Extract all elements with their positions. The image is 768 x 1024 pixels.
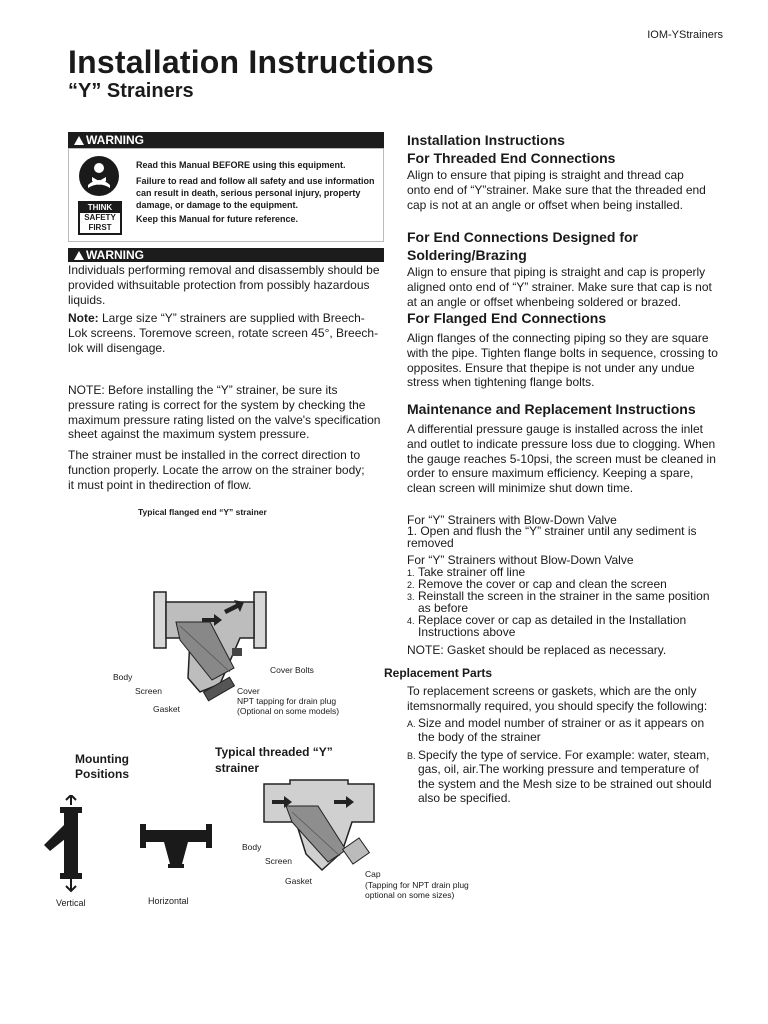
badge-line-2: SAFETY [84, 213, 116, 222]
heading-installation [407, 131, 727, 167]
think-safety-badge [78, 201, 122, 235]
warning-label: WARNING [86, 133, 144, 147]
step-text: Remove the cover or cap and clean the screen [418, 577, 667, 591]
step-number: 3. [407, 592, 415, 602]
step-text: Take strainer off line [418, 565, 526, 579]
mounting-title-line-1: Mounting [75, 752, 129, 766]
step-number: 1. [407, 568, 415, 578]
warning-line-2: Failure to read and follow all safety and use information can result in death, serious personal injury, property damage, or damage to the equipment. [136, 176, 375, 210]
fig2-caption-line-1: Typical threaded “Y” [215, 745, 333, 759]
heading-flanged: For Flanged End Connections [407, 310, 607, 326]
part-item-b [407, 748, 717, 806]
fig2-label-screen: Screen [265, 856, 292, 866]
fig1-label-cover: Cover [237, 686, 260, 696]
warning-header [68, 132, 384, 148]
read-manual-icon [78, 155, 120, 197]
badge-line-1: THINK [80, 203, 120, 213]
horizontal-label: Horizontal [148, 896, 189, 906]
para-replacement: To replacement screens or gaskets, which are the only itemsnormally required, you should specify the following: [407, 684, 708, 713]
page-title: Installation Instructions [68, 44, 434, 80]
step-text: Reinstall the screen in the strainer in the same position as before [418, 589, 710, 615]
warning-line-1: Read this Manual BEFORE using this equipment. [136, 160, 346, 170]
para-maintenance: A differential pressure gauge is installed across the inlet and outlet to indicate pressure loss due to clogging. When the gauge reaches 5-10psi, the screen must be cleaned in order to ensure maximum efficiency. Keeping a spare, clean screen will minimize shut down time. [407, 422, 716, 496]
blowdown-with-step: 1. Open and flush the “Y” strainer until any sediment is removed [407, 524, 697, 550]
blowdown-without-heading: For “Y” Strainers without Blow-Down Valve [407, 553, 634, 567]
part-text: Specify the type of service. For example: water, steam, gas, oil, air.The working pressure and temperature of the system and the Mesh size to be strained out should also be specified. [418, 747, 712, 806]
note-flow-direction: The strainer must be installed in the correct direction to function properly. Locate the arrow on the strainer body; it must point in thedirection of flow. [68, 448, 365, 492]
para-threaded: Align to ensure that piping is straight and thread cap onto end of “Y”strainer. Make sure that the threaded end cap is not at an angle or offset when being installed. [407, 168, 706, 212]
warning-box [68, 148, 384, 242]
heading-soldering: For End Connections Designed for Soldering/Brazing [407, 229, 639, 263]
note-gasket: NOTE: Gasket should be replaced as necessary. [407, 643, 667, 657]
warning-label-2: WARNING [86, 248, 144, 262]
fig1-label-optional: (Optional on some models) [237, 706, 340, 716]
heading-replacement-parts: Replacement Parts [384, 666, 493, 680]
figure-1-caption: Typical flanged end “Y” strainer [138, 507, 267, 517]
para-soldering: Align to ensure that piping is straight and cap is properly aligned onto end of “Y” strainer. Make sure that cap is not at an angle or offset whenbeing soldered or brazed. [407, 265, 712, 309]
part-letter: B. [407, 750, 416, 761]
blowdown-with-heading: For “Y” Strainers with Blow-Down Valve [407, 513, 617, 527]
horizontal-mount-icon [140, 824, 212, 870]
note-breech-lok [68, 311, 384, 355]
fig1-label-cover-bolts: Cover Bolts [270, 665, 314, 675]
heading-installation-line-2: For Threaded End Connections [407, 150, 616, 166]
step-number: 4. [407, 616, 415, 626]
part-item-a [407, 716, 717, 745]
note-pressure-rating: NOTE: Before installing the “Y” strainer, be sure its pressure rating is correct for the system by checking the maximum pressure rating listed on the valve's specification sheet against the maximum system pressure. [68, 383, 381, 442]
fig1-label-screen: Screen [135, 686, 162, 696]
part-text: Size and model number of strainer or as it appears on the body of the strainer [418, 716, 705, 745]
warning-header-2 [68, 248, 384, 262]
fig2-label-cap: Cap [365, 869, 381, 879]
step-4 [407, 614, 722, 638]
note-label: Note: [68, 311, 99, 325]
fig2-caption-line-2: strainer [215, 761, 260, 775]
note-text: Large size “Y” strainers are supplied with Breech-Lok screens. Toremove screen, rotate screen 45°, Breech-lok will disengage. [68, 311, 379, 355]
fig1-label-body: Body [113, 672, 133, 682]
fig2-label-tapping-2: optional on some sizes) [365, 890, 455, 900]
page-subtitle: “Y” Strainers [68, 80, 194, 102]
warning-icon [74, 251, 84, 260]
fig2-label-gasket: Gasket [285, 876, 312, 886]
step-text: Replace cover or cap as detailed in the Installation Instructions above [418, 613, 687, 639]
badge-line-3: FIRST [88, 223, 112, 232]
warning-2-text: Individuals performing removal and disassembly should be provided withsuitable protection from possibly hazardous liquids. [68, 263, 380, 307]
para-flanged: Align flanges of the connecting piping so they are square with the pipe. Tighten flange bolts in sequence, crossing to opposites. Ensure that thepipe is not under any undue stress when tightening flange bolts. [407, 331, 718, 390]
maintenance-steps [407, 566, 722, 638]
step-number: 2. [407, 580, 415, 590]
vertical-label: Vertical [56, 898, 86, 908]
document-id: IOM-YStrainers [647, 29, 723, 41]
mounting-title-line-2: Positions [75, 767, 130, 781]
figure-2-caption [215, 744, 333, 776]
warning-line-3: Keep this Manual for future reference. [136, 214, 299, 224]
step-3 [407, 590, 722, 614]
replacement-parts-list [407, 716, 717, 805]
fig1-label-gasket: Gasket [153, 704, 180, 714]
heading-maintenance: Maintenance and Replacement Instructions [407, 401, 696, 417]
fig2-label-tapping-1: (Tapping for NPT drain plug [365, 880, 469, 890]
mounting-positions-title [75, 752, 129, 782]
heading-installation-line-1: Installation Instructions [407, 132, 565, 148]
fig1-label-npt: NPT tapping for drain plug [237, 696, 337, 706]
warning-icon [74, 136, 84, 145]
vertical-mount-icon [40, 795, 102, 895]
fig2-label-body: Body [242, 842, 262, 852]
part-letter: A. [407, 719, 416, 729]
